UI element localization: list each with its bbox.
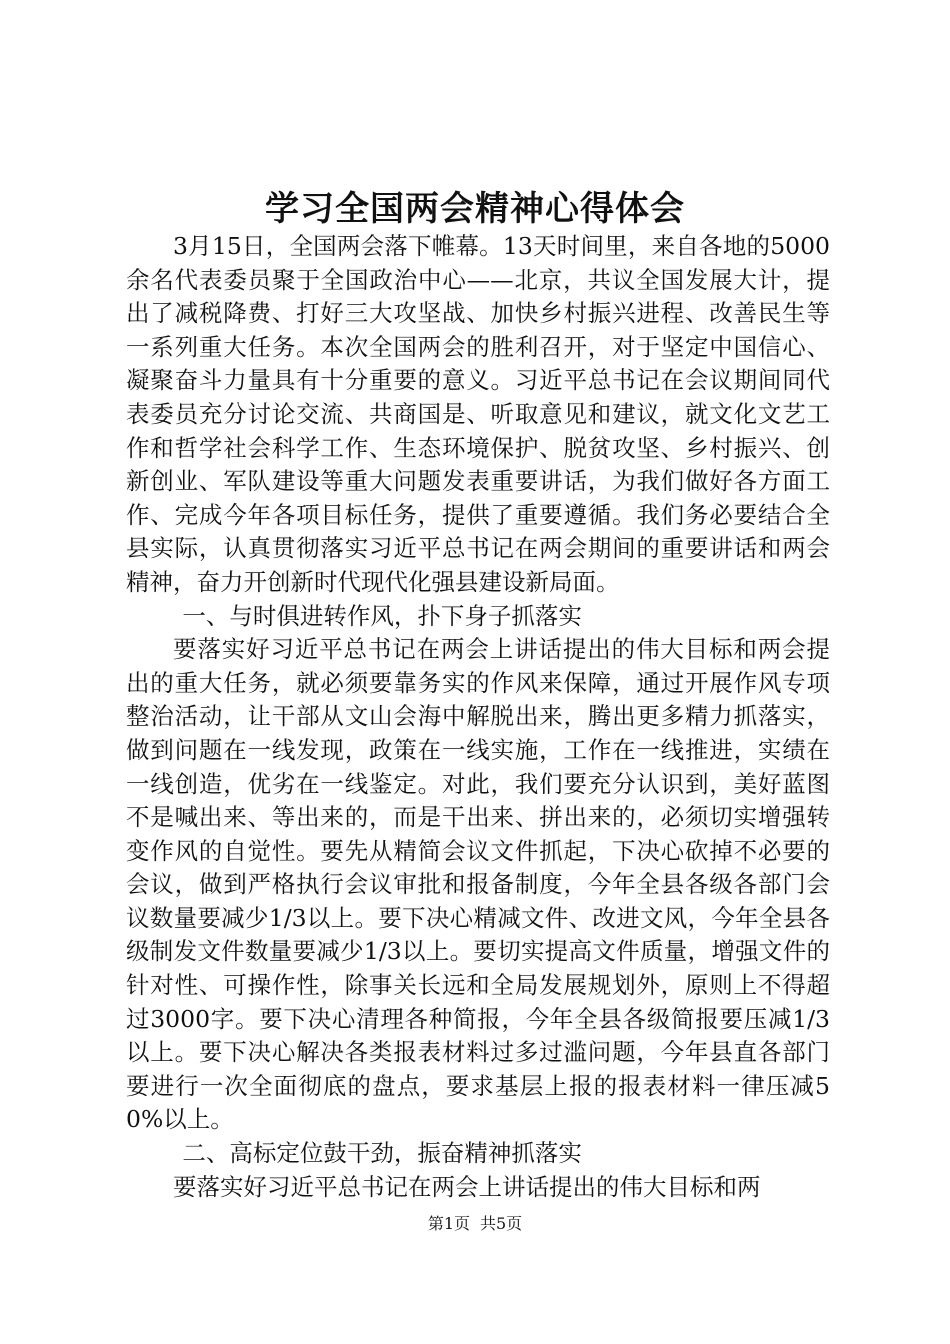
page-footer bbox=[0, 1212, 950, 1236]
document-title: 学习全国两会精神心得体会 bbox=[265, 189, 685, 229]
page-total: 共5页 bbox=[480, 1214, 523, 1233]
body-paragraph: 要落实好习近平总书记在两会上讲话提出的伟大目标和两会提出的重大任务，就必须要靠务实的作风来保障，通过开展作风专项整治活动，让干部从文山会海中解脱出来，腾出更多精力抓落实，做到问题在一线发现，政策在一线实施，工作在一线推进，实绩在一线创造，优劣在一线鉴定。对此，我们要充分认识到，美好蓝图不是喊出来、等出来的，而是干出来、拼出来的，必须切实增强转变作风的自觉性。要先从精简会议文件抓起，下决心砍掉不必要的会议，做到严格执行会议审批和报备制度，今年全县各级各部门会议数量要减少1/3以上。要下决心精减文件、改进文风，今年全县各级制发文件数量要减少1/3以上。要切实提高文件质量，增强文件的针对性、可操作性，除事关长远和全局发展规划外，原则上不得超过3000字。要下决心清理各种简报，今年全县各级简报要压减1/3以上。要下决心解决各类报表材料过多过滥问题，今年县直各部门要进行一次全面彻底的盘点，要求基层上报的报表材料一律压减50%以上。 bbox=[126, 635, 830, 1134]
section-heading-1: 一、与时俱进转作风，扑下身子抓落实 bbox=[182, 601, 582, 630]
body-paragraph: 要落实好习近平总书记在两会上讲话提出的伟大目标和两 bbox=[173, 1172, 761, 1201]
body-paragraph: 3月15日，全国两会落下帷幕。13天时间里，来自各地的5000余名代表委员聚于全国政治中心——北京，共议全国发展大计，提出了减税降费、打好三大攻坚战、加快乡村振兴进程、改善民生等一系列重大任务。本次全国两会的胜利召开，对于坚定中国信心、凝聚奋斗力量具有十分重要的意义。习近平总书记在会议期间同代表委员充分讨论交流、共商国是、听取意见和建议，就文化文艺工作和哲学社会科学工作、生态环境保护、脱贫攻坚、乡村振兴、创新创业、军队建设等重大问题发表重要讲话，为我们做好各方面工作、完成今年各项目标任务，提供了重要遵循。我们务必要结合全县实际，认真贯彻落实习近平总书记在两会期间的重要讲话和两会精神，奋力开创新时代现代化强县建设新局面。 bbox=[126, 232, 830, 596]
document-body bbox=[126, 230, 830, 1204]
section-heading-2: 二、高标定位鼓干劲，振奋精神抓落实 bbox=[182, 1139, 582, 1168]
page-number: 第1页 bbox=[427, 1214, 470, 1233]
